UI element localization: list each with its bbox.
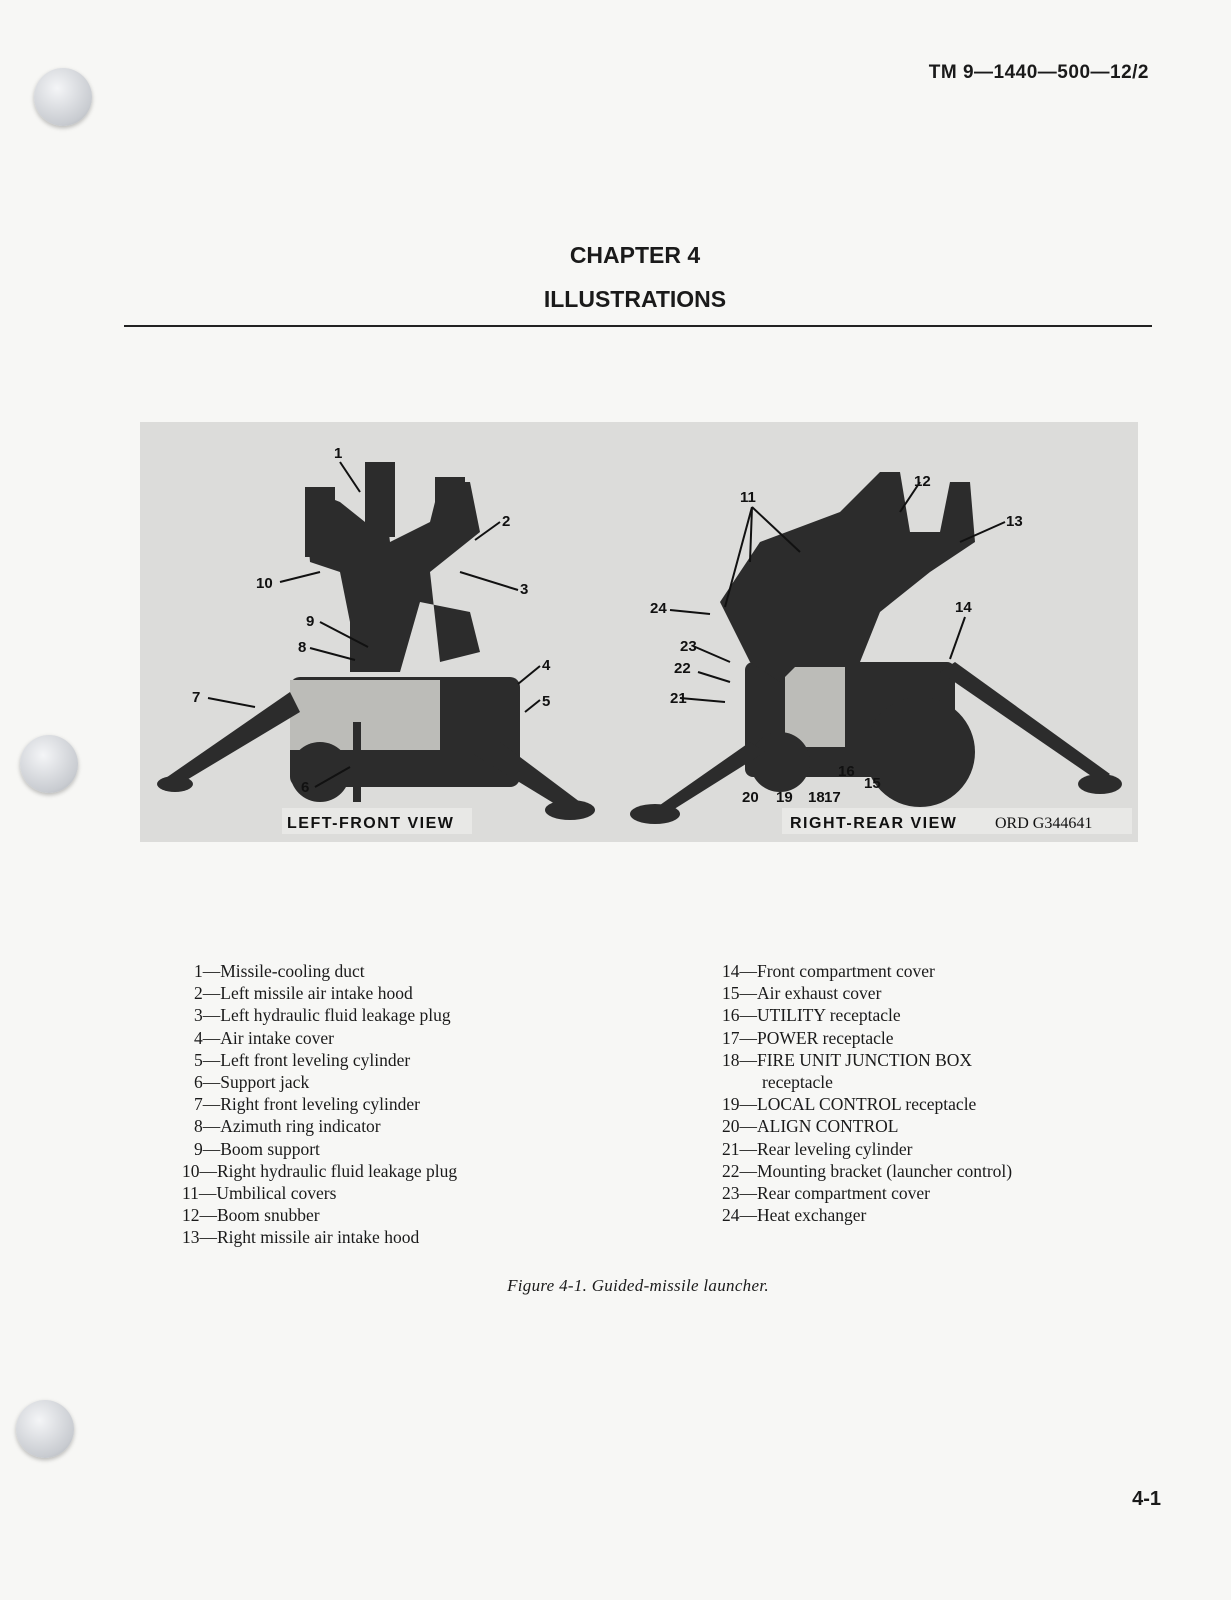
callout-19: 19 (776, 789, 793, 806)
callout-2: 2 (502, 513, 511, 530)
launcher-photo (140, 422, 1138, 842)
legend-item: 18—FIRE UNIT JUNCTION BOX (722, 1049, 973, 1070)
legend-item: 4—Air intake cover (194, 1027, 334, 1048)
legend-item: 24—Heat exchanger (722, 1205, 867, 1226)
callout-4: 4 (542, 657, 551, 674)
binder-hole (20, 735, 78, 793)
binder-hole (16, 1400, 74, 1458)
legend-item: 15—Air exhaust cover (722, 983, 882, 1004)
legend-item: 13—Right missile air intake hood (182, 1227, 420, 1248)
callout-21: 21 (670, 690, 687, 707)
callout-1: 1 (334, 445, 343, 462)
callout-14: 14 (955, 599, 972, 616)
legend-item: 22—Mounting bracket (launcher control) (722, 1160, 1013, 1181)
legend-item-continuation: receptacle (762, 1072, 833, 1093)
callout-20: 20 (742, 789, 759, 806)
callout-10: 10 (256, 575, 273, 592)
legend-item: 3—Left hydraulic fluid leakage plug (194, 1005, 451, 1026)
chapter-title: ILLUSTRATIONS (543, 286, 727, 312)
chapter-number: CHAPTER 4 (569, 242, 701, 268)
legend-left (182, 960, 457, 1249)
callout-13: 13 (1006, 513, 1023, 530)
legend-item: 17—POWER receptacle (722, 1027, 894, 1048)
legend-item: 6—Support jack (194, 1072, 310, 1093)
callout-5: 5 (542, 693, 551, 710)
left-front-view-label: LEFT-FRONT VIEW (287, 815, 455, 832)
legend-item: 10—Right hydraulic fluid leakage plug (182, 1160, 458, 1181)
callout-22: 22 (674, 660, 691, 677)
callout-8: 8 (298, 639, 307, 656)
legend-item: 19—LOCAL CONTROL receptacle (722, 1094, 977, 1115)
callout-17: 17 (824, 789, 841, 806)
legend-item: 9—Boom support (194, 1138, 320, 1159)
callout-23: 23 (680, 638, 697, 655)
legend-item: 14—Front compartment cover (722, 961, 935, 981)
ord-number: ORD G344641 (995, 815, 1093, 832)
right-rear-view-label: RIGHT-REAR VIEW (790, 815, 958, 832)
legend-item: 16—UTILITY receptacle (722, 1005, 901, 1026)
divider (124, 325, 1152, 327)
legend-item: 20—ALIGN CONTROL (722, 1116, 899, 1137)
legend-item: 11—Umbilical covers (182, 1183, 337, 1204)
callout-24: 24 (650, 600, 667, 617)
callout-9: 9 (306, 613, 315, 630)
legend-item: 7—Right front leveling cylinder (194, 1094, 420, 1115)
callout-11: 11 (740, 489, 756, 506)
legend-item: 12—Boom snubber (182, 1205, 320, 1226)
document-number: TM 9—1440—500—12/2 (928, 62, 1149, 83)
callout-16: 16 (838, 763, 855, 780)
legend-item: 8—Azimuth ring indicator (194, 1116, 381, 1137)
callout-7: 7 (192, 689, 201, 706)
legend-item: 5—Left front leveling cylinder (194, 1049, 411, 1070)
legend-item: 1—Missile-cooling duct (194, 961, 365, 981)
binder-hole (34, 68, 92, 126)
callout-18: 18 (808, 789, 825, 806)
callout-12: 12 (914, 473, 931, 490)
legend-item: 21—Rear leveling cylinder (722, 1138, 913, 1159)
callout-15: 15 (864, 775, 881, 792)
legend-right (722, 960, 1012, 1226)
figure-caption: Figure 4-1. Guided-missile launcher. (507, 1276, 769, 1295)
legend-item: 2—Left missile air intake hood (194, 983, 413, 1004)
callout-3: 3 (520, 581, 529, 598)
callout-6: 6 (301, 779, 310, 796)
legend-item: 23—Rear compartment cover (722, 1183, 930, 1204)
page-number: 4-1 (1132, 1488, 1161, 1510)
